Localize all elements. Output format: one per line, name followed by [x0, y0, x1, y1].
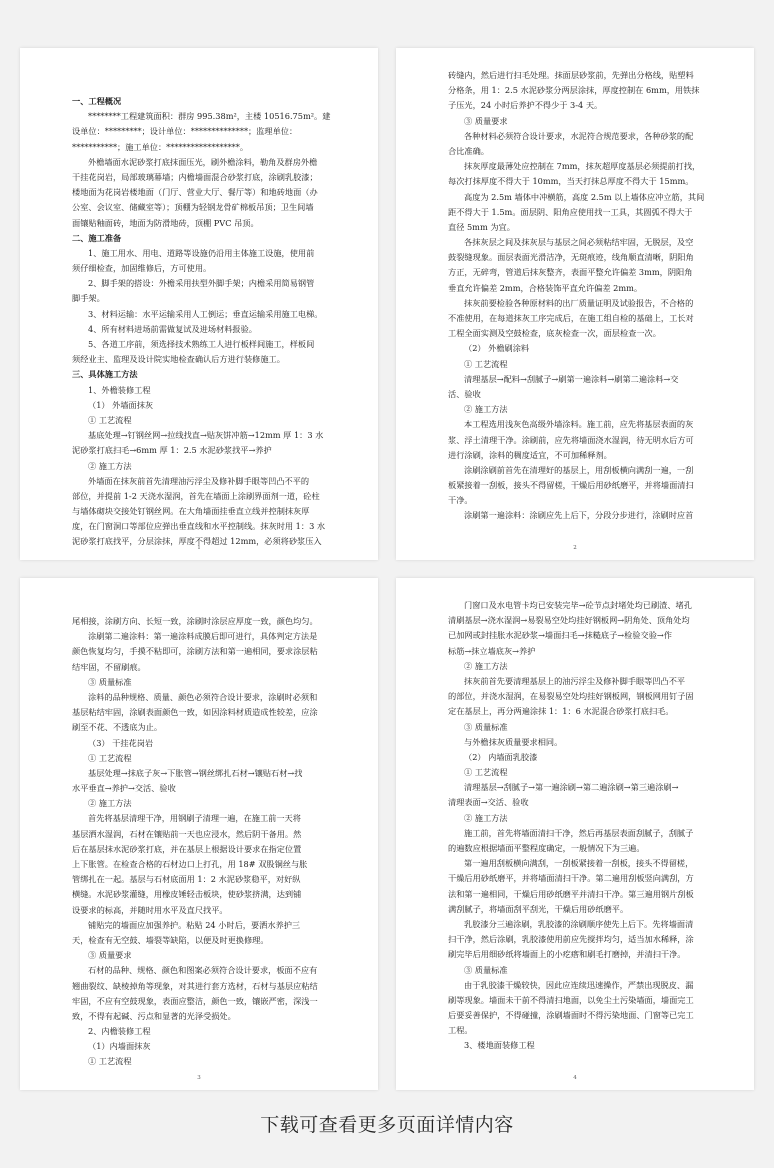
- text-line: 水平垂直→养护→交活、验收: [72, 783, 176, 794]
- text-line: 与外檐抹灰质量要求相同。: [464, 736, 563, 747]
- text-line: 基层粘结牢固，涂刷表面颜色一致，如因涂料材质造成性较差，应涂: [72, 707, 318, 718]
- text-line: 尾相接，涂刷方向、长短一致，涂刷时涂层应厚度一致，颜色均匀。: [72, 616, 318, 626]
- text-line: 扫干净，然后涂刷，乳胶漆使用前应先搅拌均匀，适当加水稀释，涂: [448, 934, 694, 945]
- text-line: 脚手架。: [72, 293, 105, 304]
- text-line: 分格条，用 1：2.5 水泥砂浆分两层涂抹，厚度控制在 6mm，用铁抹: [448, 85, 700, 96]
- download-more-caption[interactable]: 下载可查看更多页面详情内容: [260, 1114, 514, 1136]
- text-line: 干挂花岗岩，局部玻璃幕墙；内檐墙面混合砂浆打底，涂刷乳胶漆；: [72, 171, 318, 182]
- text-line: 涂刷涂刷前首先在清理好的基层上，用刮板横向满刮一遍，一刮: [464, 464, 694, 475]
- document-page-3: [20, 578, 378, 1090]
- text-line: （1） 外墙面抹灰: [88, 399, 154, 410]
- text-line: （1）内墙面抹灰: [88, 1041, 151, 1052]
- text-line: 1、外檐装修工程: [88, 384, 151, 395]
- page-number: 1: [197, 545, 201, 551]
- text-line: 楼地面为花岗岩楼地面（门厅、营业大厅、餐厅等）和地砖地面（办: [72, 187, 318, 198]
- text-line: 涂料的品种规格、质量、颜色必须符合设计要求，涂刷时必须和: [88, 691, 318, 702]
- text-line: ② 施工方法: [88, 460, 132, 471]
- text-line: 各种材料必须符合设计要求，水泥符合规范要求，各种砂浆的配: [464, 130, 694, 141]
- page-text: [72, 94, 346, 547]
- text-line: 后要妥善保护，不得碰撞，涂刷墙面时不得污染地面、门窗等已完工: [448, 1010, 694, 1021]
- text-line: 浆、浮土清理干净。涂刷前，应先将墙面浇水湿润，待无明水后方可: [448, 434, 694, 445]
- text-line: 直径 5mm 为宜。: [448, 221, 515, 232]
- text-line: ① 工艺流程: [88, 752, 132, 763]
- text-line: 清理表面→交活、验收: [448, 797, 529, 808]
- text-line: 上下胀管。在检查合格的石材边口上打孔，用 18# 双股铜丝与胀: [72, 859, 308, 869]
- text-line: 后在基层抹水泥砂浆打底，并在基层上根据设计要求在指定位置: [72, 843, 302, 854]
- text-line: 垂直允许偏差 2mm，合格装饰平直允许偏差 2mm。: [448, 282, 643, 293]
- text-line: ② 施工方法: [464, 404, 508, 415]
- text-line: 不准使用，在每道抹灰工序完成后，在施工组自检的基础上，工长对: [448, 313, 694, 323]
- text-line: 设单位：*********；设计单位：**************；监理单位：: [72, 126, 298, 137]
- text-line: 4、所有材料进场前需做复试及进场材料报验。: [88, 323, 257, 334]
- text-line: 已加网或封挂胀水泥砂浆→墙面扫毛→抹糙底子→检验交验→作: [448, 630, 672, 641]
- text-line: 泥砂浆打底找平，分层涂抹，厚度不得超过 12mm，必须将砂浆压入: [72, 536, 322, 547]
- text-line: ② 施工方法: [464, 660, 508, 671]
- text-line: 第一遍用刮板横向满刮，一刮板紧接着一刮板，接头不得留槎，: [464, 858, 694, 869]
- text-line: 方正，无碎弯，管道后抹灰整齐，表面平整允许偏差 3mm，阴阳角: [448, 267, 693, 278]
- text-line: 各抹灰层之间及抹灰层与基层之间必须粘结牢固，无脱层，及空: [464, 237, 694, 248]
- text-line: 外檐墙面水泥砂浆打底抹面压光，刷外檐涂料，勒角及群房外檐: [88, 156, 318, 167]
- page-text: [448, 598, 722, 1068]
- text-line: 基层洒水湿润，石材在镶贴前一天也应浸水，然后阴干备用。然: [72, 828, 302, 839]
- text-line: 的部位，并浇水湿润，在易裂易空处均挂好钢板网，钢板网用钉子固: [448, 691, 694, 702]
- text-line: 由于乳胶漆干燥较快，因此应连续迅速操作，严禁出现脱皮、漏: [464, 979, 694, 990]
- text-line: 刷等现象。墙面未干前不得清扫地面，以免尘土污染墙面，墙面完工: [448, 994, 694, 1005]
- text-line: 牢固，不应有空鼓现象，表面应整洁，颜色一致，镶嵌严密，深浅一: [72, 995, 318, 1006]
- section-heading: 一、工程概况: [72, 96, 122, 106]
- text-line: 泥砂浆打底扫毛→6mm 厚 1：2.5 水泥砂浆找平→养护: [72, 445, 272, 456]
- text-line: 颜色恢复均匀，手摸不粘即可，涂刷方法和第一遍相同，要求涂层粘: [72, 646, 318, 657]
- text-line: （2） 外檐刷涂料: [464, 343, 530, 354]
- text-line: 1、施工用水、用电、道路等设施仍沿用主体施工设施，使用前: [88, 247, 315, 258]
- text-line: ① 工艺流程: [464, 358, 508, 369]
- text-line: 与墙体砌块交接处钉钢丝网。在大角墙面挂垂直立线并控制抹灰厚: [72, 506, 310, 517]
- text-line: 工程。: [448, 1025, 473, 1036]
- text-line: 的遍数应根据墙面平整程度确定，一般情况下为三遍。: [448, 843, 645, 853]
- text-line: ③ 质量标准: [464, 721, 508, 732]
- document-page-2: [396, 48, 754, 560]
- text-line: ③ 质量标准: [88, 676, 132, 687]
- page-text: [72, 614, 346, 1068]
- page-number: 3: [197, 1075, 201, 1081]
- text-line: 干净。: [448, 495, 473, 506]
- text-line: 2、内檐装修工程: [88, 1026, 151, 1037]
- text-line: 2、脚手架的搭设：外檐采用扶型外脚手架；内檐采用简易钢管: [88, 278, 315, 289]
- text-line: 工程全面实测及空鼓检查，底灰检查一次，面层检查一次。: [448, 328, 661, 339]
- text-line: 涂刷第二遍涂料：第一遍涂料成膜后即可进行，具体判定方法是: [88, 631, 318, 642]
- text-line: ********工程建筑面积：群房 995.38m²，主楼 10516.75m²。建: [88, 111, 331, 122]
- text-line: 3、材料运输：水平运输采用人工倒运；垂直运输采用施工电梯。: [88, 308, 323, 319]
- text-line: 本工程选用浅灰色高级外墙涂料。施工前，应先将基层表面的灰: [464, 419, 694, 430]
- text-line: 标筋→抹立墙底灰→养护: [448, 645, 536, 656]
- text-line: 乳胶漆分三遍涂刷，乳胶漆的涂刷顺序使先上后下。先将墙面清: [464, 918, 694, 929]
- text-line: 3、楼地面装修工程: [464, 1040, 535, 1051]
- text-line: 干燥后用砂纸磨平，并将墙面清扫干净。第二遍用刮板竖向满刮，方: [448, 873, 694, 884]
- text-line: 刷完毕后用细砂纸将墙面上的小疙瘩和刷毛打磨掉，并清扫干净。: [448, 949, 686, 960]
- text-line: 抹灰前要检验各种原材料的出厂质量证明及试验报告，不合格的: [464, 297, 694, 308]
- text-line: 结牢固，不留刷痕。: [72, 661, 146, 672]
- text-line: （2） 内墙面乳胶漆: [464, 751, 538, 762]
- text-line: （3） 干挂花岗岩: [88, 737, 154, 748]
- text-line: 度，在门窗洞口等部位应弹出垂直线和水平控制线。抹灰时用 1：3 水: [72, 521, 326, 532]
- text-line: 5、各道工序前，须选择技术熟练工人进行板样间施工，样板间: [88, 339, 315, 349]
- text-line: 抹灰厚度最薄处应控制在 7mm，抹灰超厚度基层必须提前打找，: [464, 161, 701, 172]
- text-line: 基层处理→抹底子灰→下胀管→钢丝绑扎石材→镶贴石材→找: [88, 767, 303, 778]
- text-line: 每次打抹厚度不得大于 10mm，当天打抹总厚度不得大于 15mm。: [448, 176, 694, 187]
- document-page-1: [20, 48, 378, 560]
- text-line: 设要求的标高，并随时用水平及直尺找平。: [72, 904, 228, 915]
- text-line: 施工前，首先将墙面清扫干净，然后再基层表面刮腻子，刮腻子: [464, 827, 694, 838]
- text-line: 横缝。水泥砂浆灌缝，用橡皮锤轻击板块，使砂浆挤满，达到铺: [72, 889, 302, 900]
- text-line: 砖缝内，然后进行扫毛处理。抹面层砂浆前，先弹出分格线，贴塑料: [448, 70, 694, 80]
- text-line: 首先将基层清理干净，用钢刷子清理一遍，在施工前一天将: [88, 813, 301, 824]
- text-line: ③ 质量要求: [464, 115, 508, 126]
- text-line: 清理基层→配料→刮腻子→刷第一遍涂料→刷第二遍涂料→交: [464, 373, 679, 384]
- text-line: 鼓裂缝现象。面层表面光滑洁净，无斑痕迹，线角顺直清晰，阴阳角: [448, 252, 694, 263]
- text-line: 部位，并提前 1-2 天浇水湿润，首先在墙面上涂刷界面剂一道，砼柱: [72, 490, 320, 501]
- text-line: ***********；施工单位：******************。: [72, 141, 249, 152]
- text-line: 铺贴完的墙面应加强养护。粘贴 24 小时后，要洒水养护三: [88, 919, 301, 930]
- text-line: 满刮腻子，将墙面刮平刮光，干燥后用砂纸磨平。: [448, 903, 629, 914]
- page-number: 4: [573, 1075, 577, 1081]
- text-line: 致，不得有起碱、污点和显著的光泽受损处。: [72, 1010, 236, 1021]
- text-line: 公室、会议室、储藏室等）；顶棚为轻钢龙骨矿棉板吊顶；卫生间墙: [72, 202, 314, 213]
- text-line: 板紧接着一刮板，接头不得留槎，干燥后用砂纸磨平，并将墙面清扫: [448, 480, 694, 491]
- section-heading: 三、具体施工方法: [72, 369, 138, 380]
- text-line: 石材的品种、规格、颜色和图案必须符合设计要求，板面不应有: [88, 965, 318, 976]
- text-line: 定在基层上，再分两遍涂抹 1：1：6 水泥混合砂浆打底扫毛。: [448, 706, 674, 717]
- text-line: 进行涂刷，涂料的稠度适宜，不可加稀释剂。: [448, 449, 612, 460]
- text-line: 抹灰前首先要清理基层上的油污浮尘及修补脚手眼等凹凸不平: [464, 675, 686, 686]
- text-line: 门窗口及水电管卡均已安装完毕→砼节点封堵处均已刷渣、堵孔: [464, 600, 692, 610]
- document-page-4: [396, 578, 754, 1090]
- text-line: ② 施工方法: [88, 798, 132, 809]
- text-line: 涂刷第一遍涂料：涂刷应先上后下，分段分步进行，涂刷时应首: [464, 510, 694, 521]
- text-line: ① 工艺流程: [464, 767, 508, 778]
- page-number: 2: [573, 545, 577, 551]
- section-heading: 二、施工准备: [72, 232, 122, 243]
- page-text: [448, 68, 722, 538]
- text-line: 刷至不花、不透底为止。: [72, 722, 163, 733]
- text-line: 基底处理→钉钢丝网→拉线找直→贴灰饼冲筋→12mm 厚 1：3 水: [88, 430, 324, 441]
- text-line: 活、验收: [448, 388, 481, 399]
- text-line: ① 工艺流程: [88, 414, 132, 425]
- text-line: 面镶贴釉面砖，地面为防滑地砖，顶棚 PVC 吊顶。: [72, 217, 259, 228]
- text-line: 子压光，24 小时后养护不得少于 3-4 天。: [448, 100, 603, 111]
- text-line: 合比准确。: [448, 145, 489, 156]
- text-line: 须经业主、监理及设计院实地检查确认后方进行装修施工。: [72, 354, 285, 365]
- text-line: 管绑扎在一起。基层与石材底面用 1：2 水泥砂浆稳平，对好纵: [72, 874, 301, 885]
- text-line: 法和第一遍相同，干燥后用砂纸磨平并清扫干净。第三遍用钢片刮板: [448, 888, 694, 899]
- text-line: 天，检查有无空鼓、墙裂等缺陷，以便及时更换修理。: [72, 934, 269, 945]
- text-line: ③ 质量标准: [464, 964, 508, 975]
- text-line: 清理基层→刮腻子→第一遍涂刷→第二遍涂刷→第三遍涂刷→: [464, 782, 679, 793]
- text-line: 距不得大于 1.5m。面层阴、阳角应使用找一工具，其圆弧不得大于: [448, 206, 693, 217]
- text-line: 外墙面在抹灰前首先清理油污浮尘及修补脚手眼等凹凸不平的: [88, 475, 310, 486]
- text-line: 清刷基层→浇水湿润→易裂易空处均挂好钢板网→阴角处、顶角处均: [448, 615, 690, 626]
- text-line: ② 施工方法: [464, 812, 508, 823]
- text-line: 须仔细检查，加固维修后，方可使用。: [72, 263, 212, 274]
- text-line: 翘曲裂纹、缺棱掉角等现象，对其进行套方选材，石材与基层应粘结: [72, 980, 318, 991]
- text-line: ③ 质量要求: [88, 950, 132, 961]
- text-line: ① 工艺流程: [88, 1056, 132, 1067]
- text-line: 高度为 2.5m 墙体中冲横筋，高度 2.5m 以上墙体应冲立筋，其间: [464, 191, 705, 202]
